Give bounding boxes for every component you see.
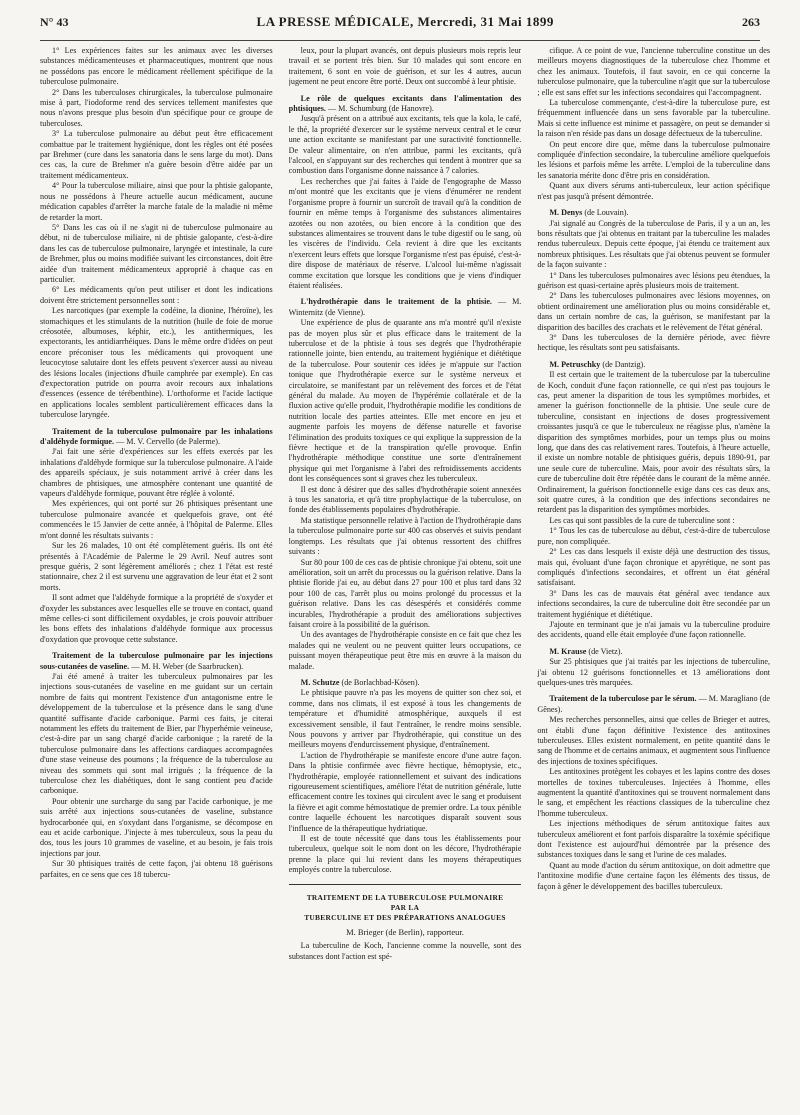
- column-1: [40, 46, 273, 1105]
- paragraph: Les cas qui sont passibles de la cure de tuberculine sont :: [549, 515, 735, 525]
- section-author: (de Borlachbad-Kösen).: [339, 677, 420, 687]
- paragraph: Il est de toute nécessité que dans tous les établissements pour tuberculeux, quelque soit le nom dont on les décore, l'hydrothérapie prenne la place qui lui revient dans les moyens thérapeutiques employés contre la tuberculose.: [288, 834, 522, 875]
- section-author: — M. H. Weber (de Saarbrucken).: [129, 661, 244, 671]
- paragraph: 4° Pour la tuberculose miliaire, ainsi que pour la phtisie galopante, nous ne possédons à l'heure actuelle aucun médicament, aucune médication capables d'arrêter la marche fatale de la maladie ni même de retarder la mort.: [40, 181, 273, 222]
- paragraph: Sur 25 phtisiques que j'ai traités par les injections de tuberculine, j'ai obtenu 12 guérisons fonctionnelles et 13 améliorations dont quelques-unes très marquées.: [537, 657, 771, 687]
- section-author: — M. V. Cervello (de Palerme).: [114, 437, 221, 447]
- section-title: [537, 208, 770, 218]
- journal-title: LA PRESSE MÉDICALE, Mercredi, 31 Mai 1899: [256, 14, 554, 29]
- paragraph: Quant au mode d'action du sérum antitoxique, on doit admettre que l'antitoxine modifie d'une certaine façon les éléments des tissus, de façon à gêner le développement des bacilles tuberculeux.: [537, 860, 771, 891]
- paragraph: 2° Les cas dans lesquels il existe déjà une destruction des tissus, mais qui, évoluant d'une façon chronique et apyrétique, ne sont pas compliqués d'infections secondaires, et offrent un état général satisfaisant.: [537, 547, 771, 588]
- paragraph: J'ai été amené à traiter les tuberculeux pulmonaires par les injections sous-cutanées de vaseline en me guidant sur un certain nombre de faits qui montrent l'existence d'un antagonisme entre le développement de la tuberculose et la présence dans le sang d'une quantité suffisante d'acide carbonique. Parmi ces faits, je citerai notamment les effets du traitement de Bier, par l'hyperhémie veineuse, c'est-à-dire par un sang chargé d'acide carbonique ; la rareté de la tuberculose pulmonaire dans les affections cardiaques accompagnées d'une stase veineuse des poumons ; la fréquence de la tuberculose au niveau des sommets qui sont mal irrigués ; la fréquence de la tuberculose chez les diabétiques, dont le sang contient peu d'acide carbonique.: [40, 671, 273, 796]
- section-author: (de Dantzig).: [600, 359, 646, 369]
- paragraph: 3° La tuberculose pulmonaire au début peut être efficacement combattue par le traitement hygiénique, dont les règles ont été posées par Brehmer (cure dans les sanatoria dans le sens large du mot). Dans ces cas, la cure de Brehmer n'a guère besoin d'être aidée par un traitement médicamenteux.: [40, 129, 273, 180]
- page-header: [40, 14, 760, 41]
- column-3: [537, 46, 770, 1105]
- section-title: [289, 297, 522, 318]
- section-author: (de Vietz).: [586, 646, 623, 656]
- section-title: [289, 94, 522, 115]
- paragraph: Mes recherches personnelles, ainsi que celles de Brieger et autres, ont établi d'une façon définitive l'existence des antitoxines tuberculeuses. Elles existent normalement, en petite quantité dans le sang de l'homme et de certains animaux, et augmentent sous l'influence des injections de toxines spécifiques.: [537, 715, 771, 766]
- section-author: — M. Maragliano (de Gênes).: [537, 694, 771, 714]
- report-heading-box: [289, 884, 522, 937]
- issue-number: N° 43: [40, 15, 69, 29]
- paragraph: 1° Tous les cas de tuberculose au début, c'est-à-dire de tuberculose pure, non compliquée.: [537, 526, 771, 546]
- section-heading: Traitement de la tuberculose pulmonaire par les injections sous-cutanées de vaseline.: [40, 651, 273, 671]
- section-heading: L'hydrothérapie dans le traitement de la phtisie.: [300, 297, 492, 307]
- section-author: — M. Winternitz (de Vienne).: [288, 297, 522, 317]
- paragraph: Les antitoxines protègent les cobayes et les lapins contre des doses mortelles de toxines tuberculeuses. Injectées à l'homme, elles augmentent la quantité d'antitoxines qui se trouvent normalement dans le sang, et empêchent les réactions classiques de la tuberculine chez l'homme tuberculeux.: [537, 767, 771, 818]
- section-author: — M. Schumburg (de Hanovre).: [325, 104, 434, 114]
- section-title: [537, 360, 770, 370]
- paragraph: 3° Dans les cas de mauvais état général avec tendance aux infections secondaires, la cure de tuberculine doit être secondée par un traitement hygiénique et diététique.: [537, 588, 771, 619]
- section-heading: Le rôle de quelques excitants dans l'alimentation des phtisiques.: [288, 93, 522, 114]
- section-heading: Traitement de la tuberculose par le sérum.: [549, 694, 697, 704]
- section-heading: M. Schutze: [300, 677, 340, 687]
- report-intro: La tuberculine de Koch, l'ancienne comme la nouvelle, sont des substances dont l'action est spé-: [288, 941, 522, 961]
- paragraph: Il sont admet que l'aldéhyde formique a la propriété de s'oxyder et d'oxyder les substances avec lesquelles elle se trouve en contact, quand même celles-ci sont difficilement oxydables, je crois pouvoir attribuer les bons effets des inhalations d'aldéhyde formique aux processus d'oxydation que provoque cette substance.: [40, 593, 273, 644]
- paragraph: 2° Dans les tuberculoses chirurgicales, la tuberculose pulmonaire mise à part, l'iodoforme rend des services tellement manifestes que nous n'avons presque plus besoin d'un spécifique pour ce groupe de tuberculoses.: [40, 87, 273, 128]
- paragraph: Il est certain que le traitement de la tuberculose par la tuberculine de Koch, conduit d'une façon rationnelle, ce qui n'est pas toujours le cas, peut amener la disparition de tous les symptômes morbides, et amener la guérison fonctionnelle de la phtisie. Une seule cure de tuberculine, consistant en injections de doses progressivement croissantes jusqu'à ce que le tuberculeux ne réagisse plus, n'amène la disparition des symptômes morbides, pour un temps plus ou moins long, que dans des cas relativement rares. Toutefois, à l'heure actuelle, il existe un nombre notable de phtisiques guéris, depuis 1890-91, par une seule cure de tuberculine. Mais, pour avoir des résultats sûrs, la cure de tuberculine doit être répétée dans le courant de la même année. Ordinairement, la guérison fonctionnelle exige dans ces cas deux ans, soit quatre cures, à la condition que des infections secondaires ne retardent pas la disparition des symptômes morbides.: [537, 370, 771, 515]
- section-title: [289, 678, 522, 688]
- paragraph: 3° Dans les tuberculoses de la dernière période, avec fièvre hectique, les résultats sont peu satisfaisants.: [537, 332, 771, 353]
- section-heading: M. Krause: [549, 646, 587, 656]
- paragraph: J'ai fait une série d'expériences sur les effets exercés par les inhalations d'aldéhyde formique sur la tuberculose pulmonaire. A l'aide des appareils spéciaux, je suis notamment arrivé à créer dans les chambres de phtisiques, une atmosphère contenant une quantité de vapeurs d'aldéhyde formique, pouvant être réglée à volonté.: [40, 447, 273, 499]
- report-heading-line: TUBERCULINE ET DES PRÉPARATIONS ANALOGUES: [304, 912, 506, 922]
- paragraph: Les injections méthodiques de sérum antitoxique faites aux tuberculeux améliorent et font parfois disparaître la toxémie spécifique dont l'existence est aujourd'hui démontrée par la présence des substances toxiques dans le sang et l'urine de ces malades.: [537, 819, 771, 860]
- paragraph: 6° Les médicaments qu'on peut utiliser et dont les indications doivent être strictement personnelles sont :: [40, 285, 273, 305]
- paragraph: Les recherches que j'ai faites à l'aide de l'engographe de Masso m'ont montré que les excitants que je viens d'énumérer ne rendent l'organisme propre à fournir un surcroît de travail qu'à la condition de fournir en même temps à l'organisme des substances alimentaires azotées ou non azotées, ou bien encore à la condition que des substances alimentaires se trouvent dans le tube digestif ou le sang, où les viscères de l'individu. Cela revient à dire que les excitants n'exercent leurs effets que lorsque l'organisme n'est pas épuisé, c'est-à-dire dispose de matériaux de réserve. L'alcool lui-même n'agissait comme excitation que lorsque les conditions que je viens d'indiquer étaient réalisées.: [288, 176, 522, 290]
- paragraph: Mes expériences, qui ont porté sur 26 phtisiques présentant une tuberculose pulmonaire avancée et quelquefois grave, ont été commencées le 15 Janvier de cette année, à l'hôpital de Palerme. Elles m'ont donné les résultats suivants :: [40, 499, 273, 540]
- paragraph: L'action de l'hydrothérapie se manifeste encore d'une autre façon. Dans la phtisie confirmée avec fièvre hectique, hémoptysie, etc., l'hydrothérapie, employée rationnellement et suivant des indications rigoureusement scientifiques, améliore l'état de nutrition générale, lutte efficacement contre les toxines qui circulent avec le sang et produisent la fièvre et agit comme hémostatique de premier ordre. La toux pénible contre laquelle échouent les narcotiques disparaît souvent sous l'influence de la thérapeutique hydriatique.: [288, 750, 522, 833]
- paragraph: Une expérience de plus de quarante ans m'a montré qu'il n'existe pas de moyen plus sûr et plus efficace dans le traitement de la tuberculose et de la phtisie à tous ses degrés que l'hydrothérapie rationnelle jointe, bien entendu, au traitement hygiénique et diététique de la tuberculose. Pour soutenir ces idées je m'appuie sur l'action tonique que l'hydrothérapie exerce sur le système nerveux et circulatoire, se manifestant par un relèvement des forces et de l'état général du malade. Au moyen de l'hypérémie collatérale et de la fluxion active qu'elle produit, l'hydrothérapie modifie les conditions de nutrition locale des parties atteintes. Elle met encore en jeu et augmente parfois les moyens de défense naturelle et favorise l'élimination des produits toxiques ce qui explique la suppression de la fièvre hectique et de la transpiration qu'elle provoque. Enfin l'hydrothérapie méthodique constitue une sorte d'entraînement physique qui met l'organisme à l'abri des refroidissements accidents dont les conséquences sont si graves chez les tuberculeux.: [288, 318, 522, 484]
- paragraph: Sur les 26 malades, 10 ont été complètement guéris. Ils ont été présentés à l'Académie de Palerme le 29 Avril. Neuf autres sont presque guéris, 2 sont légèrement améliorés ; chez 1 l'état est resté stationnaire, chez 2 il est survenu une aggravation de leur état et 2 sont morts.: [40, 541, 273, 592]
- paragraph: Jusqu'à présent on a attribué aux excitants, tels que la kola, le café, le thé, la propriété d'exercer sur le système nerveux central et le cœur une action excitante se manifestant par une suractivité fonctionnelle. De valeur alimentaire, on n'en attribue, parmi les excitants, qu'à l'alcool, en s'appuyant sur des recherches qui tendent à montrer que sa combustion dans l'organisme donne naissance à 7 calories.: [288, 114, 522, 176]
- paragraph: 1° Dans les tuberculoses pulmonaires avec lésions peu étendues, la guérison est quasi-certaine après plusieurs mois de traitement.: [537, 270, 771, 290]
- paragraph: J'ai signalé au Congrès de la tuberculose de Paris, il y a un an, les bons résultats que j'ai obtenus en traitant par la tuberculine les malades rendus tuberculeux. Depuis cette époque, j'ai étendu ce traitement aux nombreux phtisiques. Les résultats que j'ai obtenus peuvent se formuler de la façon suivante :: [537, 218, 771, 270]
- paragraph: Les narcotiques (par exemple la codéine, la dionine, l'héroïne), les stomachiques et les stimulants de la nutrition (huile de foie de morue créosotée, albumoses, képhir, etc.), les antithermiques, les expectorants, les antidiarrhéiques. Dans le même ordre d'idées on peut encore préconiser tous les médicaments qui provoquent une leucocytose salutaire dont les effets peuvent s'exercer aussi au niveau des lésions locales (injections d'huile camphrée par exemple). En cas d'expectoration putride on pourra avoir recours aux inhalations d'essences (essence de térébenthine). L'orthoforme et l'acide lactique en applications locales semblent particulièrement efficaces dans la tuberculose laryngée.: [40, 306, 273, 420]
- report-heading-line: PAR LA: [390, 902, 420, 912]
- paragraph: 1° Les expériences faites sur les animaux avec les diverses substances médicamenteuses et pharmaceutiques, montrent que nous ne possédons pas encore le médicament réellement spécifique de la tuberculose pulmonaire.: [40, 46, 273, 87]
- section-title: [537, 647, 770, 657]
- paragraph: cifique. A ce point de vue, l'ancienne tuberculine constitue un des meilleurs moyens diagnostiques de la tuberculose chez l'homme et chez les animaux. Toutefois, il faut savoir, en ce qui concerne la tuberculose pulmonaire, que la tuberculine n'agit que sur la tuberculose ; elle est sans effet sur les infections secondaires qui l'accompagnent.: [537, 46, 771, 97]
- paragraph: La tuberculose commençante, c'est-à-dire la tuberculose pure, est fréquemment influencée dans un sens favorable par la tuberculine. Mais si cette influence est minime et passagère, on peut se demander si la raison n'en réside pas dans un dosage défectueux de la tuberculine.: [537, 98, 771, 139]
- paragraph: On peut encore dire que, même dans la tuberculose pulmonaire compliquée d'infection secondaire, la tuberculine améliore quelquefois les lésions et parfois même les arrête. L'emploi de la tuberculine dans les sanatoria mérite donc d'être pris en considération.: [537, 139, 771, 180]
- section-title: [40, 651, 273, 672]
- section-title: [537, 694, 770, 715]
- section-title: [40, 427, 273, 448]
- paragraph: Ma statistique personnelle relative à l'action de l'hydrothérapie dans la tuberculose pulmonaire porte sur 400 cas observés et suivis pendant longtemps. Les résultats que j'ai obtenus ressortent des chiffres suivants :: [288, 515, 522, 557]
- paragraph: Pour obtenir une surcharge du sang par l'acide carbonique, je me suis arrêté aux injections sous-cutanées de vaseline, substance hydrocarbonée qui, en s'oxydant dans l'organisme, se décompose en eau et acide carbonique. J'injecte à mes tuberculeux, sous la peau du dos, tous les jours 10 grammes de vaseline, et au besoin, je fais trois injections par jour.: [40, 796, 273, 858]
- text-columns: [40, 46, 770, 1105]
- paragraph: Sur 30 phtisiques traités de cette façon, j'ai obtenu 18 guérisons parfaites, en ce sens que ces 18 tubercu-: [40, 859, 273, 879]
- paragraph: leux, pour la plupart avancés, ont depuis plusieurs mois repris leur travail et se portent très bien. Sur 10 malades qui sont encore en traitement, 6 sont en voie de guérison, et sur les 4 autres, aucun jugement ne peut encore être porté. Deux ont succombé à leur phtisie.: [288, 46, 522, 87]
- paragraph: 2° Dans les tuberculoses pulmonaires avec lésions moyennes, on obtient ordinairement une amélioration plus ou moins considérable et, dans un certain nombre de cas, la guérison, se manifestant par la disparition des bacilles des crachats et le relèvement de l'état général.: [537, 291, 771, 332]
- rapporteur: M. Brieger (de Berlin), rapporteur.: [346, 926, 464, 937]
- paragraph: J'ajoute en terminant que je n'ai jamais vu la tuberculine produire des accidents, quand elle était employée d'une façon rationnelle.: [537, 619, 771, 640]
- page-number: 263: [741, 15, 760, 29]
- paragraph: Sur 80 pour 100 de ces cas de phtisie chronique j'ai obtenu, soit une amélioration, soit un arrêt du processus ou la guérison relative. Dans la phtisie floride j'ai eu, au début dans 27 pour 100 et plus tard dans 32 pour 100 de cas, l'arrêt plus ou moins prolongé du processus et la guérison relative. Dans les cas désespérés et considérés comme incurables, l'hydrothérapie a produit des améliorations subjectives faisant croire à la possibilité de la guérison.: [288, 557, 522, 629]
- column-2: [289, 46, 522, 1105]
- paragraph: Il est donc à désirer que des salles d'hydrothérapie soient annexées à tous les sanatoria, et qu'à titre prophylactique de la tuberculose, on fonde des établissements populaires d'hydrothérapie.: [288, 484, 522, 515]
- section-heading: M. Denys: [549, 208, 583, 218]
- paragraph: Quant aux divers sérums anti-tuberculeux, leur action spécifique n'est pas jusqu'à présent démontrée.: [537, 181, 771, 201]
- paragraph: Un des avantages de l'hydrothérapie consiste en ce fait que chez les malades qui ne veulent ou ne peuvent quitter leurs occupations, ce puissant moyen thérapeutique peut être mis en œuvre à la maison du malade.: [288, 630, 522, 671]
- report-heading-line: TRAITEMENT DE LA TUBERCULOSE PULMONAIRE: [306, 892, 504, 902]
- paragraph: Le phtisique pauvre n'a pas les moyens de quitter son chez soi, et comme, dans nos climats, il est exposé à tous les changements de température et d'humidité atmosphérique, auxquels il est excessivement sensible, il faut l'entraîner, le rendre moins sensible. Nous pouvons y arriver par l'hydrothérapie, qui constitue un des meilleurs moyens d'endurcissement physique, d'entraînement.: [288, 688, 522, 750]
- section-author: (de Louvain).: [582, 208, 629, 218]
- paragraph: 5° Dans les cas où il ne s'agit ni de tuberculose pulmonaire au début, ni de tuberculose miliaire, ni de phtisie galopante, c'est-à-dire dans les cas de tuberculose pulmonaire, laryngée et intestinale, la cure de Brehmer, plus ou moins modifiée suivant les circonstances, doit être aidée d'un traitement médicamenteux approprié à chaque cas en particulier.: [40, 222, 273, 284]
- section-heading: Traitement de la tuberculose pulmonaire par les inhalations d'aldéhyde formique.: [40, 426, 273, 447]
- section-heading: M. Petruschky: [549, 359, 601, 369]
